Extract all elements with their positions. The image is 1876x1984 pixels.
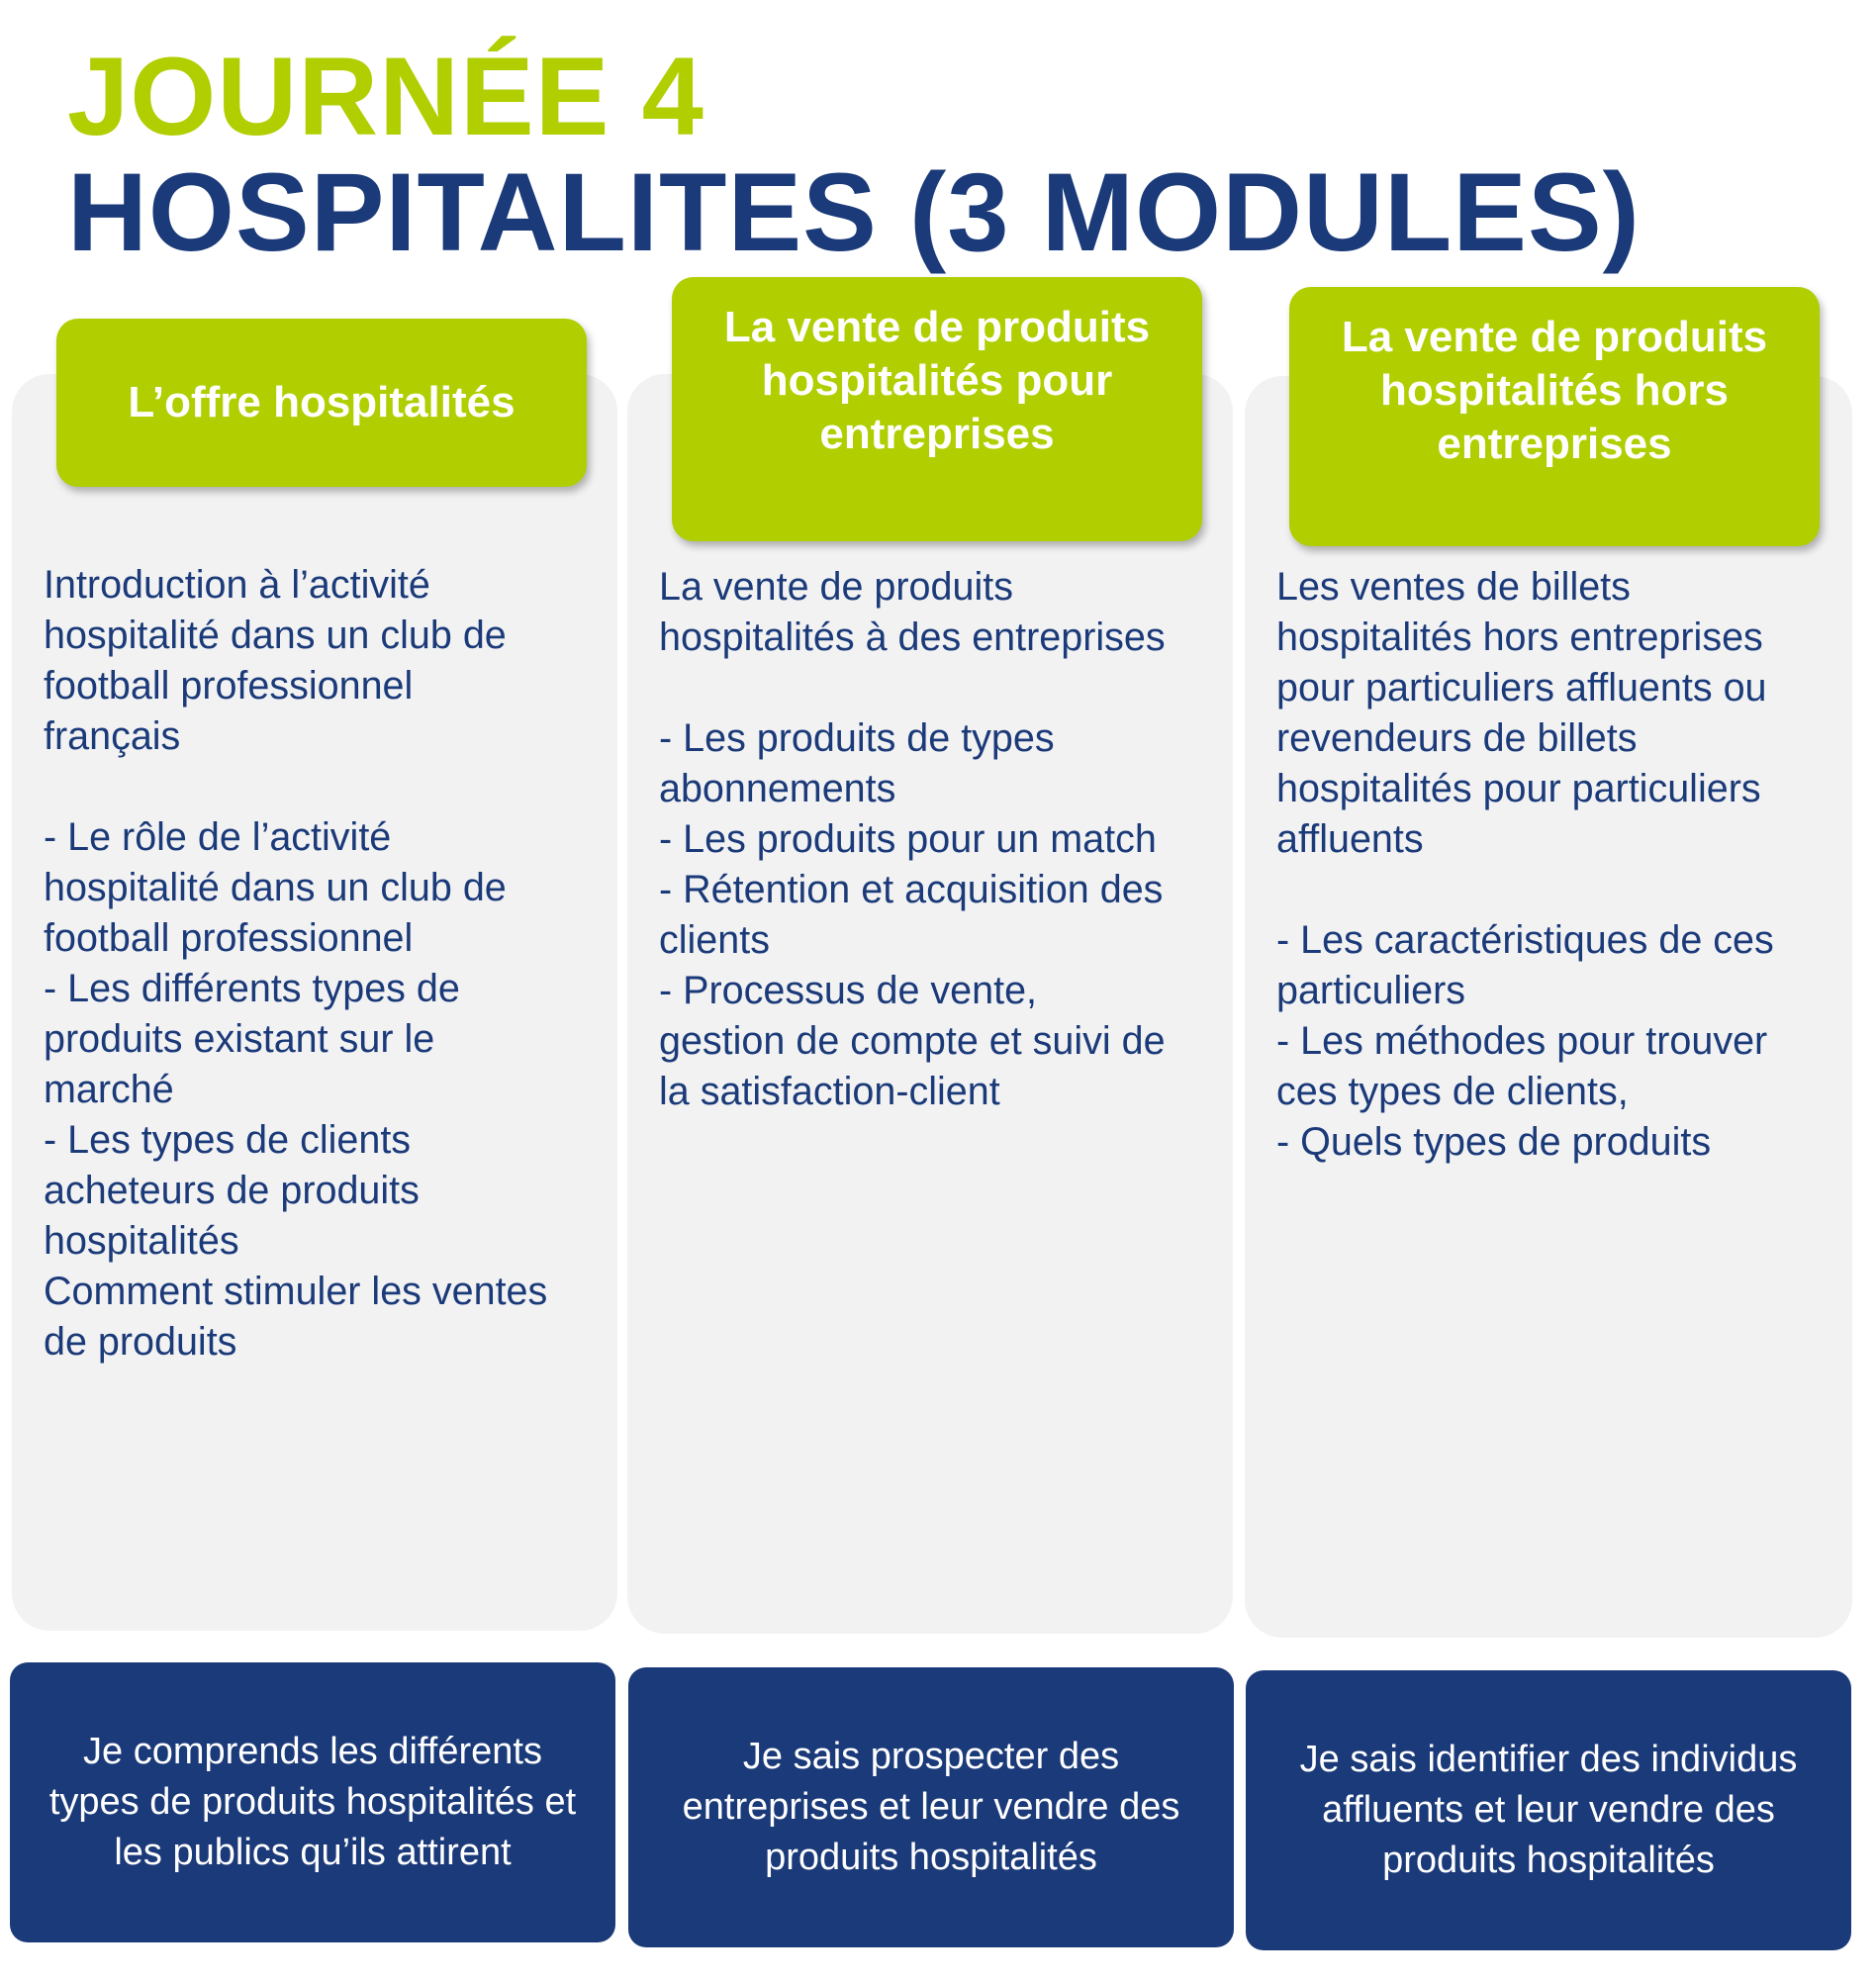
learning-outcome-1: [10, 1662, 615, 1942]
module-description-1: Introduction à l’activité hospitalité dans un club de football professionnel français - Le rôle de l’activité hospitalité dans un club de football professionnel - Les différents types de produits existant sur le marché - Les types de clients acheteurs de produits hospitalités Comment stimuler les ventes de produits: [44, 563, 548, 1364]
module-header-3: [1289, 287, 1820, 546]
module-header-2-label: La vente de produits hospitalités pour entreprises: [723, 303, 1151, 458]
learning-outcome-3: [1246, 1670, 1851, 1950]
learning-outcome-3-text: Je sais identifier des individus affluents et leur vendre des produits hospitalités: [1299, 1739, 1798, 1881]
module-header-2: [672, 277, 1202, 541]
module-description-2: La vente de produits hospitalités à des entreprises - Les produits de types abonnements - Les produits pour un match - Rétention et acquisition des clients - Processus de vente, gestion de compte et suivi de la satisfaction-client: [659, 565, 1166, 1113]
day-title: JOURNÉE 4: [67, 35, 704, 158]
module-header-1: [56, 319, 587, 487]
module-header-3-label: La vente de produits hospitalités hors entreprises: [1341, 313, 1768, 468]
learning-outcome-2: [628, 1667, 1234, 1947]
learning-outcome-1-text: Je comprends les différents types de produits hospitalités et les publics qu’ils attirent: [48, 1731, 577, 1873]
learning-outcome-2-text: Je sais prospecter des entreprises et leur vendre des produits hospitalités: [682, 1736, 1180, 1878]
page-title: HOSPITALITES (3 MODULES): [67, 150, 1641, 274]
module-header-1-label: L’offre hospitalités: [128, 378, 516, 426]
module-description-3: Les ventes de billets hospitalités hors entreprises pour particuliers affluents ou revendeurs de billets hospitalités pour particuliers affluents - Les caractéristiques de ces particuliers - Les méthodes pour trouver ces types de clients, - Quels types de produits: [1276, 565, 1774, 1164]
